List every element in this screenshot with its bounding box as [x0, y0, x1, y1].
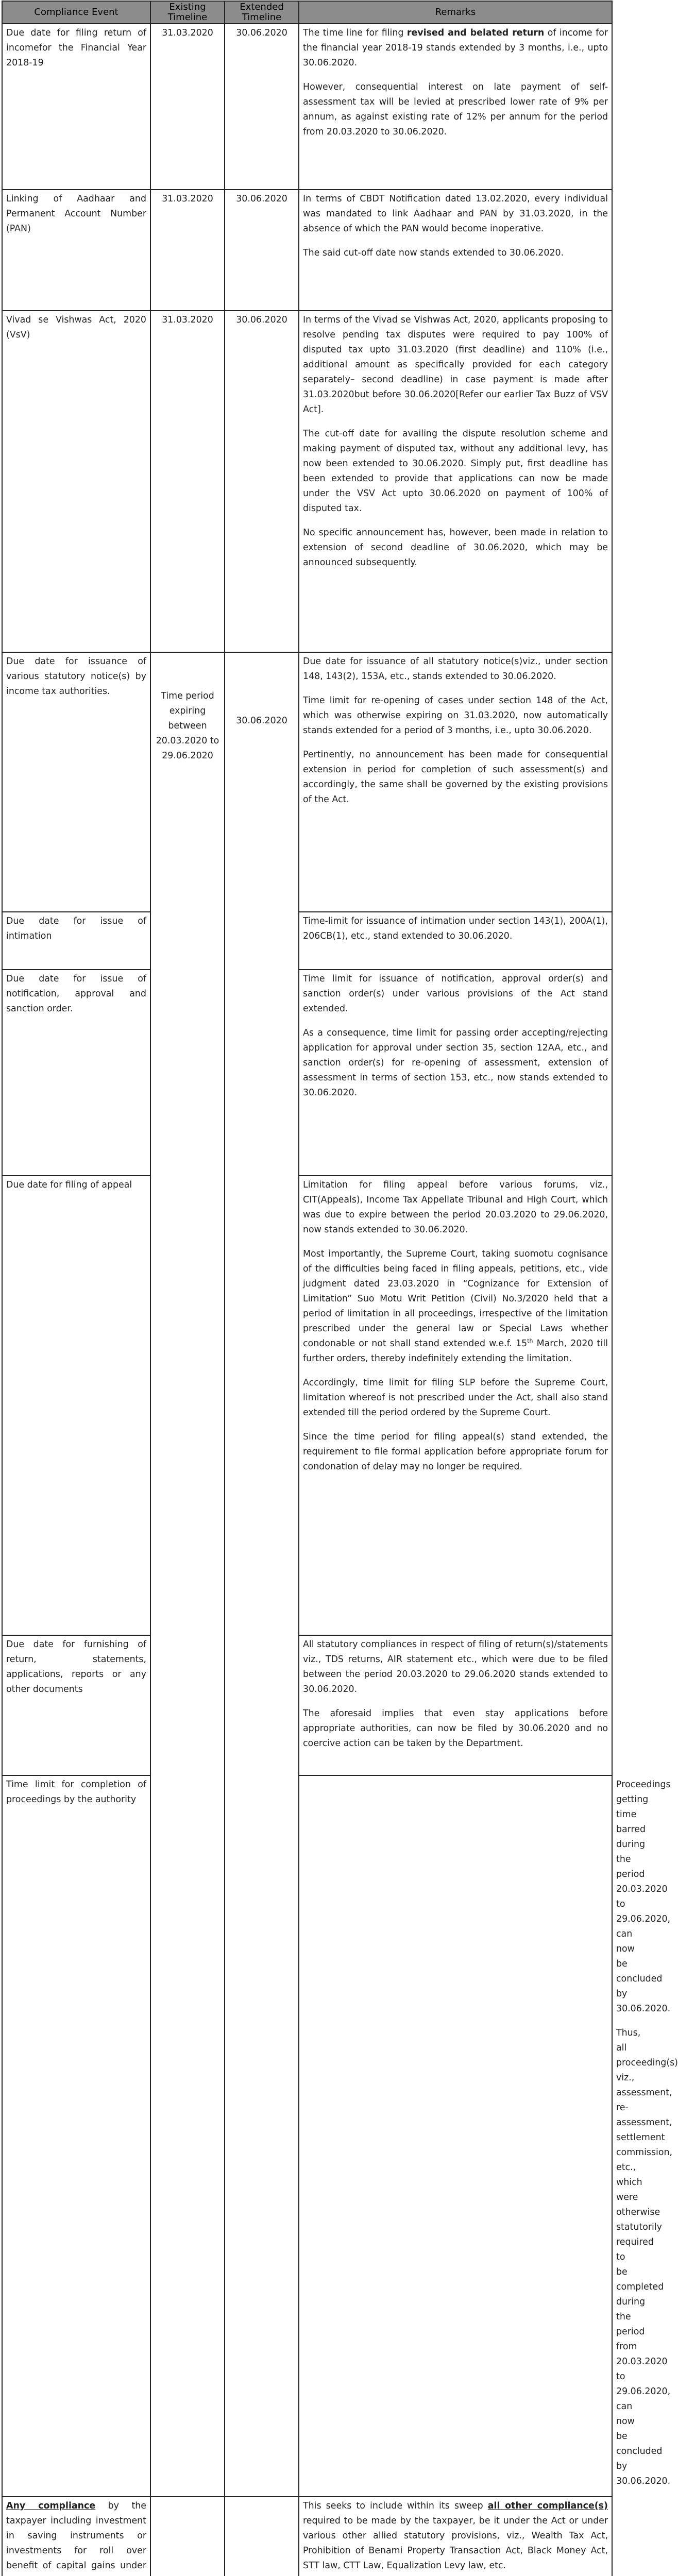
remarks-cell	[299, 1176, 612, 1635]
event-cell: Due date for filing of appeal	[2, 1176, 150, 1635]
remarks-paragraph: No specific announcement has, however, been made in relation to extension of second deadline of 30.06.2020, which may be announced subsequently.	[303, 528, 608, 568]
extended-timeline-cell: 30.06.2020	[225, 652, 299, 2497]
event-cell: Due date for furnishing of return, statements, applications, reports or any other documents	[2, 1635, 150, 1775]
remarks-paragraph: Since the time period for filing appeal(s) stand extended, the requirement to file formal application before appropriate forum for condonation of delay may no longer be required.	[303, 1432, 608, 1472]
remarks-paragraph	[303, 26, 608, 71]
event-cell: Due date for filing return of incomefor the Financial Year 2018-19	[2, 24, 150, 190]
table-row	[2, 652, 612, 912]
remarks-paragraph: The cut-off date for availing the dispute resolution scheme and making payment of disputed tax, without any additional levy, has now been extended to 30.06.2020. Simply put, first deadline has been extended to provide that applications can now be made under the VSV Act upto 30.06.2020 on payment of 100% of disputed tax.	[303, 429, 608, 514]
extended-timeline-cell: 30.06.2020	[225, 190, 299, 311]
table-row	[2, 24, 612, 190]
remarks-cell	[299, 970, 612, 1176]
event-bold-text: Any compliance	[6, 2501, 96, 2511]
event-cell: Time limit for completion of proceedings by the authority	[2, 1775, 150, 2497]
remarks-paragraph: In terms of CBDT Notification dated 13.02.2020, every individual was mandated to link Aadhaar and PAN by 31.03.2020, in the absence of which the PAN would become inoperative.	[303, 194, 608, 234]
existing-timeline-cell	[299, 1775, 612, 2497]
remarks-cell	[299, 912, 612, 970]
remarks-paragraph: Due date for issuance of all statutory notice(s)viz., under section 148, 143(2), 153A, etc., stands extended to 30.06.2020.	[303, 656, 608, 682]
table-row	[2, 970, 612, 1176]
remarks-paragraph: As a consequence, time limit for passing order accepting/rejecting application for approval under section 35, section 12AA, etc., and sanction order(s) for re-opening of assessment, extension of assessment in terms of section 153, etc., now stands extended to 30.06.2020.	[303, 1028, 608, 1098]
remarks-paragraph: Accordingly, time limit for filing SLP before the Supreme Court, limitation whereof is not prescribed under the Act, shall also stand extended till the period ordered by the Supreme Court.	[303, 1378, 608, 1418]
header-row	[2, 1, 612, 24]
remarks-paragraph: However, consequential interest on late payment of self-assessment tax will be levied at prescribed lower rate of 9% per annum, as against existing rate of 12% per annum for the period from 20.03.2020 to 30.06.2020.	[303, 82, 608, 137]
table-row: Time limit for completion of proceedings by the authority Proceedings getting time barred during the period 20.03.2020 to 29.06.2020, can now be concluded by 30.06.2020. Thus, all proceeding(s) viz., assessment, re-assessment, settlement commission, etc., which were otherwise statutorily required to be completed during the period from 20.03.2020 to 29.06.2020, can now be concluded by 30.06.2020.	[2, 1775, 612, 2497]
existing-timeline-cell	[150, 2497, 225, 2576]
remarks-paragraph: Time-limit for issuance of intimation under section 143(1), 200A(1), 206CB(1), etc., stand extended to 30.06.2020.	[303, 916, 608, 941]
remarks-bold-text: all other compliance(s)	[487, 2501, 608, 2511]
remarks-cell	[299, 24, 612, 190]
compliance-table	[2, 1, 678, 2576]
table-row	[2, 1176, 612, 1635]
remarks-cell	[299, 1635, 612, 1775]
extended-timeline-cell: 30.06.2020	[225, 311, 299, 652]
remarks-text: The time line for filing	[303, 28, 407, 38]
remarks-text: required to be made by the taxpayer, be it under the Act or under various other allied statutory provisions, viz., Wealth Tax Act, Prohibition of Benami Property Transaction Act, Black Money Act, STT law, CTT Law, Equalization Levy law, etc.	[303, 2516, 608, 2571]
remarks-bold-text: revised and belated return	[406, 28, 545, 38]
event-cell: Vivad se Vishwas Act, 2020 (VsV)	[2, 311, 150, 652]
remarks-cell	[299, 190, 612, 311]
remarks-text: of income for the financial year 2018-19 stands extended by 3 months, i.e., upto 30.06.2020.	[303, 28, 608, 68]
remarks-paragraph: All statutory compliances in respect of filing of return(s)/statements viz., TDS returns, AIR statement etc., which were due to be filed between the period 20.03.2020 to 29.06.2020 stands extended to 30.06.2020.	[303, 1639, 608, 1694]
extended-timeline-cell	[225, 2497, 299, 2576]
remarks-paragraph	[303, 2499, 608, 2573]
superscript-text: th	[527, 1337, 533, 1345]
existing-timeline-cell: Time period expiring between 20.03.2020 to 29.06.2020	[150, 652, 225, 2497]
remarks-text: Most importantly, the Supreme Court, taking suomotu cognisance of the difficulties being faced in filing appeals, petitions, etc., vide judgment dated 23.03.2020 in “Cognizance for Extension of Limitation” Suo Motu Writ Petition (Civil) No.3/2020 held that a period of limitation in all proceedings, irrespective of the limitation prescribed under the general law or Special Laws whether condonable or not shall stand extended w.e.f. 15	[303, 1249, 608, 1349]
table-row	[2, 1635, 612, 1775]
table-row	[2, 311, 612, 652]
document-page	[0, 1, 678, 2571]
remarks-paragraph: The said cut-off date now stands extended to 30.06.2020.	[303, 248, 564, 258]
remarks-text: This seeks to include within its sweep	[303, 2501, 488, 2511]
remarks-cell	[299, 311, 612, 652]
existing-timeline-cell: 31.03.2020	[150, 311, 225, 652]
existing-timeline-cell: 31.03.2020	[150, 190, 225, 311]
header-remarks: Remarks	[299, 1, 612, 24]
event-cell: Due date for issue of intimation	[2, 912, 150, 970]
event-text: by the taxpayer including investment in saving instruments or investments for roll over benefit of capital gains under	[6, 2501, 146, 2571]
table-row	[2, 190, 612, 311]
event-cell	[2, 2497, 150, 2576]
event-cell: Linking of Aadhaar and Permanent Account Number (PAN)	[2, 190, 150, 311]
remarks-paragraph: Limitation for filing appeal before various forums, viz., CIT(Appeals), Income Tax Appellate Tribunal and High Court, which was due to expire between the period 20.03.2020 to 29.06.2020, now stands extended to 30.06.2020.	[303, 1180, 608, 1235]
event-cell: Due date for issuance of various statutory notice(s) by income tax authorities.	[2, 652, 150, 912]
remarks-paragraph: Time limit for re-opening of cases under section 148 of the Act, which was otherwise expiring on 31.03.2020, now automatically stands extended for a period of 3 months, i.e., upto 30.06.2020.	[303, 696, 608, 736]
header-compliance-event: Compliance Event	[2, 1, 150, 24]
remarks-paragraph: Time limit for issuance of notification, approval order(s) and sanction order(s) under various provisions of the Act stand extended.	[303, 974, 608, 1014]
remarks-paragraph: Pertinently, no announcement has been made for consequential extension in period for completion of such assessment(s) and accordingly, the same shall be governed by the existing provisions of the Act.	[303, 750, 608, 805]
header-existing-timeline: Existing Timeline	[150, 1, 225, 24]
table-row	[2, 912, 612, 970]
table-row	[2, 2497, 612, 2576]
remarks-paragraph: The aforesaid implies that even stay applications before appropriate authorities, can now be filed by 30.06.2020 and no coercive action can be taken by the Department.	[303, 1708, 608, 1749]
remarks-cell	[299, 652, 612, 912]
remarks-paragraph: In terms of the Vivad se Vishwas Act, 2020, applicants proposing to resolve pending tax disputes were required to pay 100% of disputed tax upto 31.03.2020 (first deadline) and 110% (i.e., additional amount as specifically provided for each category separately– second deadline) in case payment is made after 31.03.2020but before 30.06.2020[Refer our earlier Tax Buzz of VSV Act].	[303, 315, 608, 415]
header-extended-timeline: Extended Timeline	[225, 1, 299, 24]
remarks-cell	[299, 2497, 612, 2576]
remarks-paragraph	[303, 1247, 608, 1366]
remarks-text: March, 2020 till further orders, thereby indefinitely extending the limitation.	[303, 1338, 608, 1364]
extended-timeline-cell: 30.06.2020	[225, 24, 299, 190]
existing-timeline-cell: 31.03.2020	[150, 24, 225, 190]
event-cell: Due date for issue of notification, approval and sanction order.	[2, 970, 150, 1176]
